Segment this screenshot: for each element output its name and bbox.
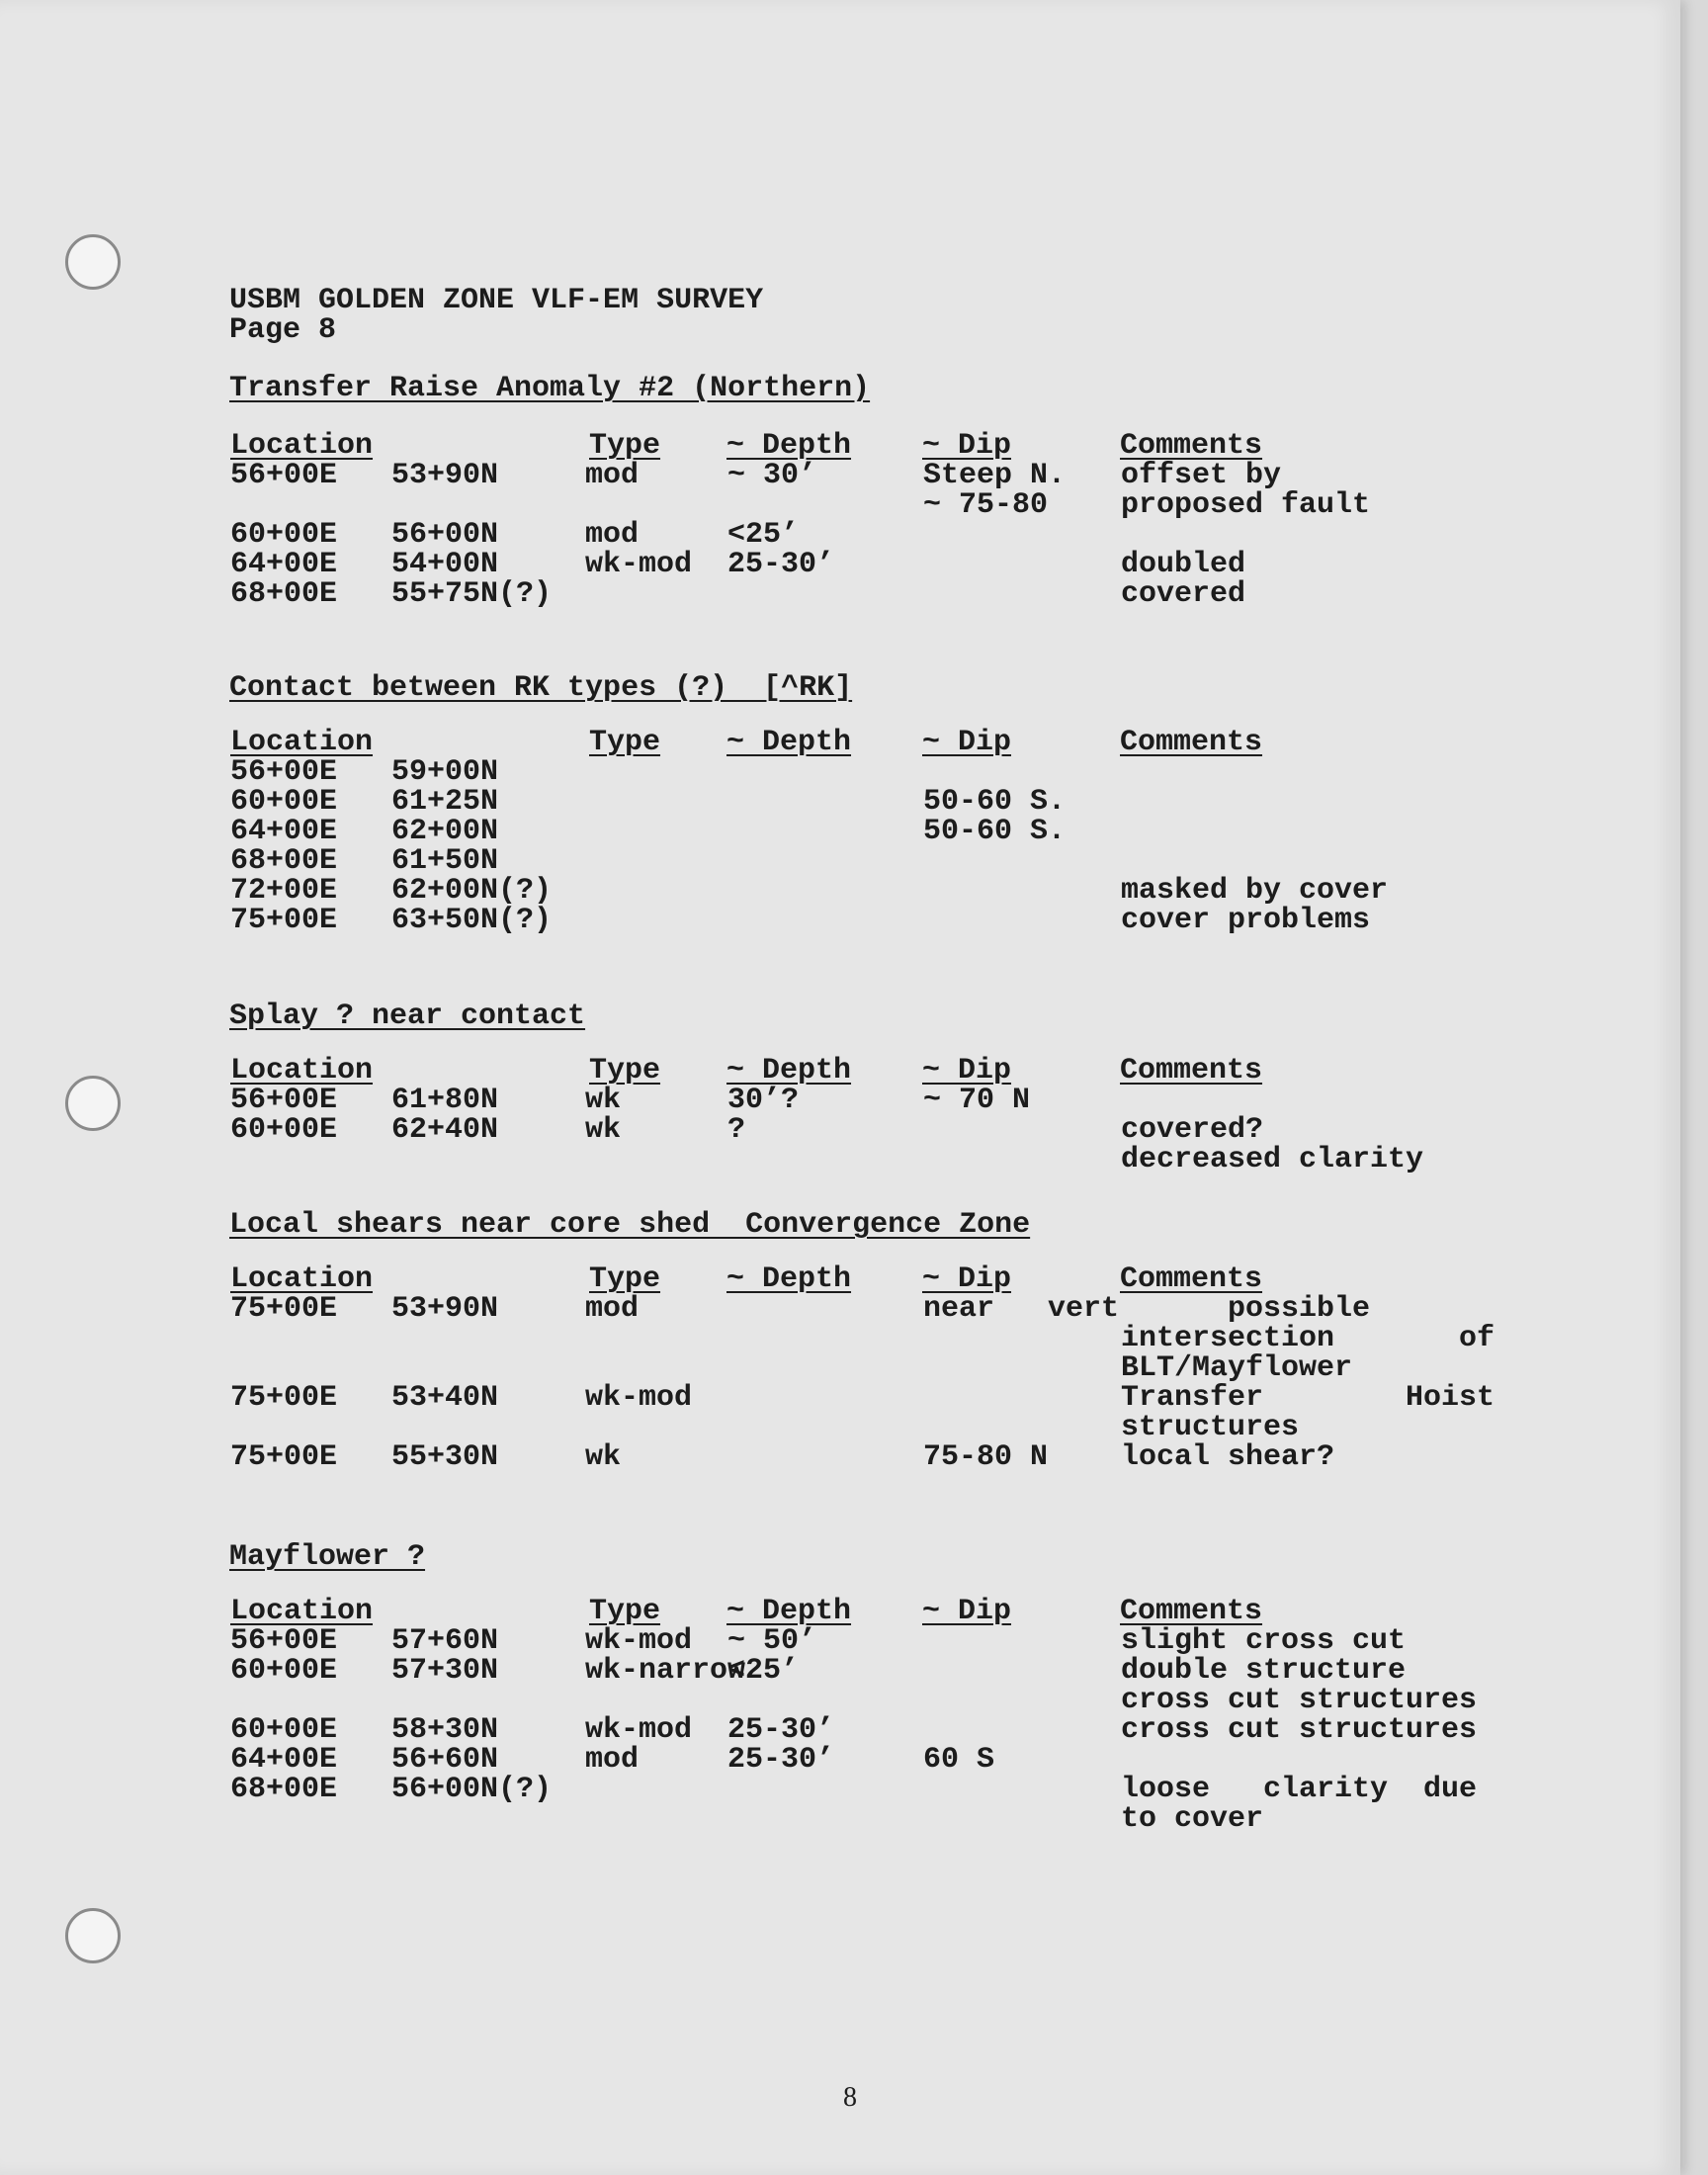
section-title: Transfer Raise Anomaly #2 (Northern): [229, 372, 871, 405]
section-title: Mayflower ?: [229, 1540, 426, 1574]
cell-location-east: 68+00E: [230, 1773, 338, 1806]
header-depth: ~ Depth: [726, 726, 852, 759]
section-title: Contact between RK types (?) [^RK]: [229, 671, 853, 705]
cell-comments: offset by: [1121, 459, 1282, 492]
cell-location-north: 55+30N: [391, 1440, 499, 1474]
cell-comments: intersection of: [1121, 1322, 1495, 1355]
header-comments: Comments: [1120, 429, 1263, 463]
page-label: Page 8: [229, 313, 337, 347]
cell-location-east: 60+00E: [230, 1113, 338, 1147]
header-dip: ~ Dip: [922, 1595, 1012, 1628]
cell-comments: possible: [1121, 1292, 1371, 1326]
cell-dip: 50-60 S.: [923, 815, 1067, 848]
cell-comments: cross cut structures: [1121, 1713, 1478, 1747]
cell-type: wk-mod: [585, 1713, 693, 1747]
punch-hole: [65, 1076, 121, 1131]
section-title: Local shears near core shed Convergence Zone: [229, 1208, 1031, 1242]
cell-location-north: 53+90N: [391, 1292, 499, 1326]
cell-comments: slight cross cut: [1121, 1624, 1407, 1658]
cell-location-north: 53+40N: [391, 1381, 499, 1415]
cell-comments: local shear?: [1121, 1440, 1335, 1474]
cell-location-north: 61+25N: [391, 785, 499, 819]
cell-depth: 25-30’: [727, 1743, 835, 1777]
cell-type: wk: [585, 1084, 622, 1117]
page-number: 8: [843, 2082, 857, 2113]
cell-location-north: 58+30N: [391, 1713, 499, 1747]
header-depth: ~ Depth: [726, 1595, 852, 1628]
header-comments: Comments: [1120, 1595, 1263, 1628]
cell-type: wk-mod: [585, 1624, 693, 1658]
cell-type: mod: [585, 459, 640, 492]
cell-location-north: 59+00N: [391, 755, 499, 789]
cell-location-north: 53+90N: [391, 459, 499, 492]
cell-location-east: 75+00E: [230, 1381, 338, 1415]
cell-location-north: 56+00N(?): [391, 1773, 553, 1806]
header-dip: ~ Dip: [922, 726, 1012, 759]
cell-type: wk: [585, 1440, 622, 1474]
header-comments: Comments: [1120, 726, 1263, 759]
cell-depth: ?: [727, 1113, 746, 1147]
header-type: Type: [589, 1054, 661, 1088]
cell-dip: near vert: [923, 1292, 1120, 1326]
header-type: Type: [589, 429, 661, 463]
cell-depth: ~ 50’: [727, 1624, 817, 1658]
header-type: Type: [589, 726, 661, 759]
cell-location-east: 60+00E: [230, 785, 338, 819]
document-title: USBM GOLDEN ZONE VLF-EM SURVEY: [229, 284, 764, 317]
header-dip: ~ Dip: [922, 1262, 1012, 1296]
cell-location-north: 56+00N: [391, 518, 499, 552]
cell-location-east: 75+00E: [230, 1292, 338, 1326]
header-type: Type: [589, 1595, 661, 1628]
cell-location-east: 56+00E: [230, 755, 338, 789]
header-depth: ~ Depth: [726, 429, 852, 463]
cell-type: mod: [585, 1292, 640, 1326]
cell-dip: ~ 70 N: [923, 1084, 1031, 1117]
header-location: Location: [230, 1054, 374, 1088]
cell-comments: double structure: [1121, 1654, 1407, 1688]
header-location: Location: [230, 429, 374, 463]
cell-location-north: 54+00N: [391, 548, 499, 581]
cell-location-east: 56+00E: [230, 459, 338, 492]
header-dip: ~ Dip: [922, 429, 1012, 463]
punch-hole: [65, 1908, 121, 1963]
cell-location-east: 64+00E: [230, 1743, 338, 1777]
header-location: Location: [230, 726, 374, 759]
cell-location-north: 56+60N: [391, 1743, 499, 1777]
cell-comments: covered?: [1121, 1113, 1264, 1147]
cell-location-north: 63+50N(?): [391, 904, 553, 937]
cell-depth: <25’: [727, 518, 800, 552]
cell-type: wk-mod: [585, 1381, 693, 1415]
cell-type: mod: [585, 1743, 640, 1777]
cell-comments: cross cut structures: [1121, 1684, 1478, 1717]
header-location: Location: [230, 1595, 374, 1628]
cell-comments: loose clarity due: [1121, 1773, 1478, 1806]
cell-location-east: 64+00E: [230, 548, 338, 581]
cell-comments: to cover: [1121, 1802, 1264, 1836]
cell-location-east: 72+00E: [230, 874, 338, 908]
cell-location-east: 60+00E: [230, 1713, 338, 1747]
punch-hole: [65, 234, 121, 290]
cell-location-east: 60+00E: [230, 518, 338, 552]
cell-comments: cover problems: [1121, 904, 1371, 937]
section-title: Splay ? near contact: [229, 1000, 586, 1033]
cell-comments: masked by cover: [1121, 874, 1389, 908]
cell-location-east: 56+00E: [230, 1624, 338, 1658]
header-type: Type: [589, 1262, 661, 1296]
cell-location-east: 64+00E: [230, 815, 338, 848]
cell-location-north: 61+80N: [391, 1084, 499, 1117]
header-comments: Comments: [1120, 1054, 1263, 1088]
cell-comments: covered: [1121, 577, 1246, 611]
cell-depth: ~ 30’: [727, 459, 817, 492]
cell-dip: 75-80 N: [923, 1440, 1049, 1474]
cell-type: mod: [585, 518, 640, 552]
cell-dip: Steep N.: [923, 459, 1067, 492]
cell-location-east: 75+00E: [230, 904, 338, 937]
cell-type: wk-narrow: [585, 1654, 746, 1688]
cell-dip: 50-60 S.: [923, 785, 1067, 819]
cell-location-east: 68+00E: [230, 844, 338, 878]
cell-comments: proposed fault: [1121, 488, 1371, 522]
header-comments: Comments: [1120, 1262, 1263, 1296]
cell-location-east: 68+00E: [230, 577, 338, 611]
header-depth: ~ Depth: [726, 1262, 852, 1296]
header-location: Location: [230, 1262, 374, 1296]
header-dip: ~ Dip: [922, 1054, 1012, 1088]
cell-location-east: 75+00E: [230, 1440, 338, 1474]
cell-comments: Transfer Hoist: [1121, 1381, 1495, 1415]
cell-comments: BLT/Mayflower: [1121, 1351, 1353, 1385]
cell-type: wk: [585, 1113, 622, 1147]
cell-dip: 60 S: [923, 1743, 995, 1777]
cell-location-east: 56+00E: [230, 1084, 338, 1117]
cell-depth: <25’: [727, 1654, 800, 1688]
cell-depth: 30’?: [727, 1084, 800, 1117]
cell-comments: decreased clarity: [1121, 1143, 1424, 1176]
cell-location-north: 62+40N: [391, 1113, 499, 1147]
cell-comments: structures: [1121, 1411, 1300, 1444]
cell-depth: 25-30’: [727, 548, 835, 581]
cell-location-north: 57+60N: [391, 1624, 499, 1658]
cell-comments: doubled: [1121, 548, 1246, 581]
cell-location-east: 60+00E: [230, 1654, 338, 1688]
cell-depth: 25-30’: [727, 1713, 835, 1747]
cell-location-north: 55+75N(?): [391, 577, 553, 611]
cell-location-north: 61+50N: [391, 844, 499, 878]
cell-location-north: 62+00N(?): [391, 874, 553, 908]
cell-type: wk-mod: [585, 548, 693, 581]
cell-location-north: 62+00N: [391, 815, 499, 848]
cell-location-north: 57+30N: [391, 1654, 499, 1688]
cell-dip: ~ 75-80: [923, 488, 1049, 522]
header-depth: ~ Depth: [726, 1054, 852, 1088]
